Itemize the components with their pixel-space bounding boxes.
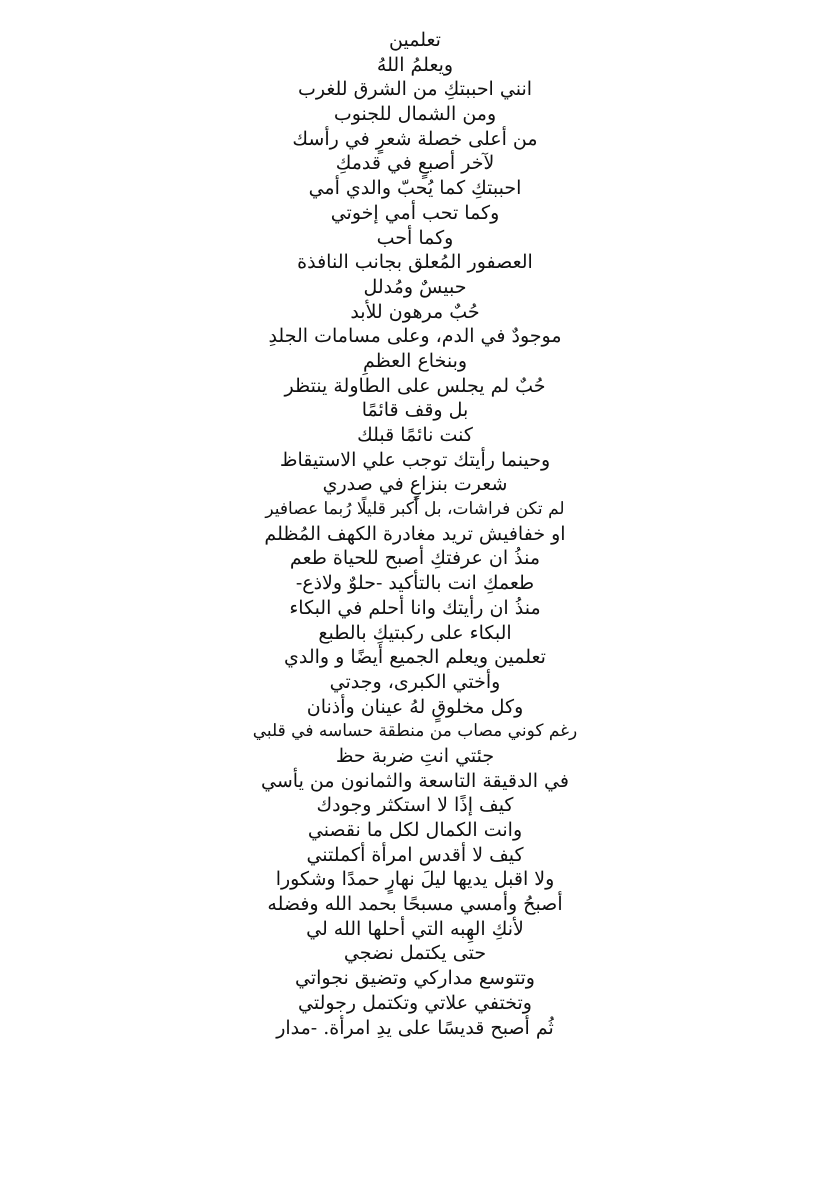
- poem-line: وبنخاع العظمِ: [362, 349, 468, 372]
- poem-line: حُبٌ مرهون للأبد: [350, 300, 480, 323]
- poem-line: كيف إذًا لا استكثر وجودك: [316, 794, 514, 817]
- poem-line: وكما أحب: [376, 226, 454, 249]
- poem-line: وتختفي علاتي وتكتمل رجولتي: [298, 991, 532, 1014]
- poem-line: حُبٌ لم يجلس على الطاولة ينتظر: [284, 374, 546, 397]
- poem-line: منذُ ان عرفتكِ أصبح للحياة طعم: [289, 547, 541, 570]
- poem-line: العصفور المُعلق بجانب النافذة: [297, 251, 533, 274]
- poem-line: حبيسٌ ومُدلل: [363, 275, 467, 298]
- poem-line: لأنكِ الهِبه التي أحلها الله لي: [306, 917, 524, 940]
- poem-text: [0, 28, 830, 1040]
- poem-line: لم تكن فراشات، بل أكبر قليلًا رُبما عصافير: [265, 499, 565, 520]
- poem-line: أصبحُ وأمسي مسبحًا بحمد الله وفضله: [267, 893, 563, 916]
- poem-line: تعلمين: [389, 29, 441, 51]
- poem-line: وكل مخلوقٍ لهُ عينان وأذنان: [306, 695, 524, 718]
- poem-line: وانت الكمال لكل ما نقصني: [307, 819, 523, 841]
- poem-line: جئتي انتِ ضربة حظ: [335, 744, 495, 767]
- poem-line: وتتوسع مداركي وتضيق نجواتي: [295, 967, 535, 990]
- poem-line: لآخر أصبعٍ في قدمكِ: [335, 152, 495, 175]
- poem-line: شعرت بنزاعٍ في صدري: [322, 473, 508, 496]
- poem-line: تعلمين ويعلم الجميع أيضًا و والدي: [284, 646, 546, 669]
- poem-line: في الدقيقة التاسعة والثمانون من يأسي: [261, 769, 569, 792]
- poem-line: وأختي الكبرى، وجدتي: [329, 670, 501, 693]
- poem-line: بل وقف قائمًا: [361, 399, 469, 422]
- poem-line: موجودٌ في الدم، وعلى مسامات الجلدِ: [268, 325, 562, 348]
- poem-line: رغم كوني مصاب من منطقة حساسه في قلبي: [252, 721, 578, 742]
- poem-line: كيف لا أقدس امرأة أكملتني: [306, 843, 524, 866]
- poem-line: ويعلمُ اللهُ: [376, 53, 454, 76]
- poem-line: وكما تحب أمي إخوتي: [330, 201, 500, 224]
- poem-line: انني احببتكِ من الشرق للغرب: [297, 78, 533, 101]
- poem-line: طعمكِ انت بالتأكيد -حلوٌ ولاذع-: [295, 572, 535, 595]
- poem-line: ثُم أصبح قديسًا على يدِ امرأة. -مدار: [276, 1016, 554, 1039]
- poem-line: وحينما رأيتك توجب علي الاستيقاظ: [279, 448, 551, 471]
- poem-line: حتى يكتمل نضجي: [343, 942, 487, 965]
- poem-line: ولا اقبل يديها ليلَ نهارٍ حمدًا وشكورا: [275, 868, 555, 891]
- poem-line: كنت نائمًا قبلك: [357, 424, 473, 446]
- poem-line: منذُ ان رأيتك وانا أحلم في البكاء: [289, 596, 541, 619]
- poem-line: ومن الشمال للجنوب: [333, 103, 497, 126]
- poem-line: من أعلى خصلة شعرٍ في رأسك: [292, 127, 538, 150]
- poem-line: او خفافيش تريد مغادرة الكهف المُظلم: [264, 522, 566, 545]
- poem-line: البكاء على ركبتيكِ بالطبع: [318, 621, 512, 644]
- poem-line: احببتكِ كما يُحبّ والدي أمي: [308, 177, 522, 200]
